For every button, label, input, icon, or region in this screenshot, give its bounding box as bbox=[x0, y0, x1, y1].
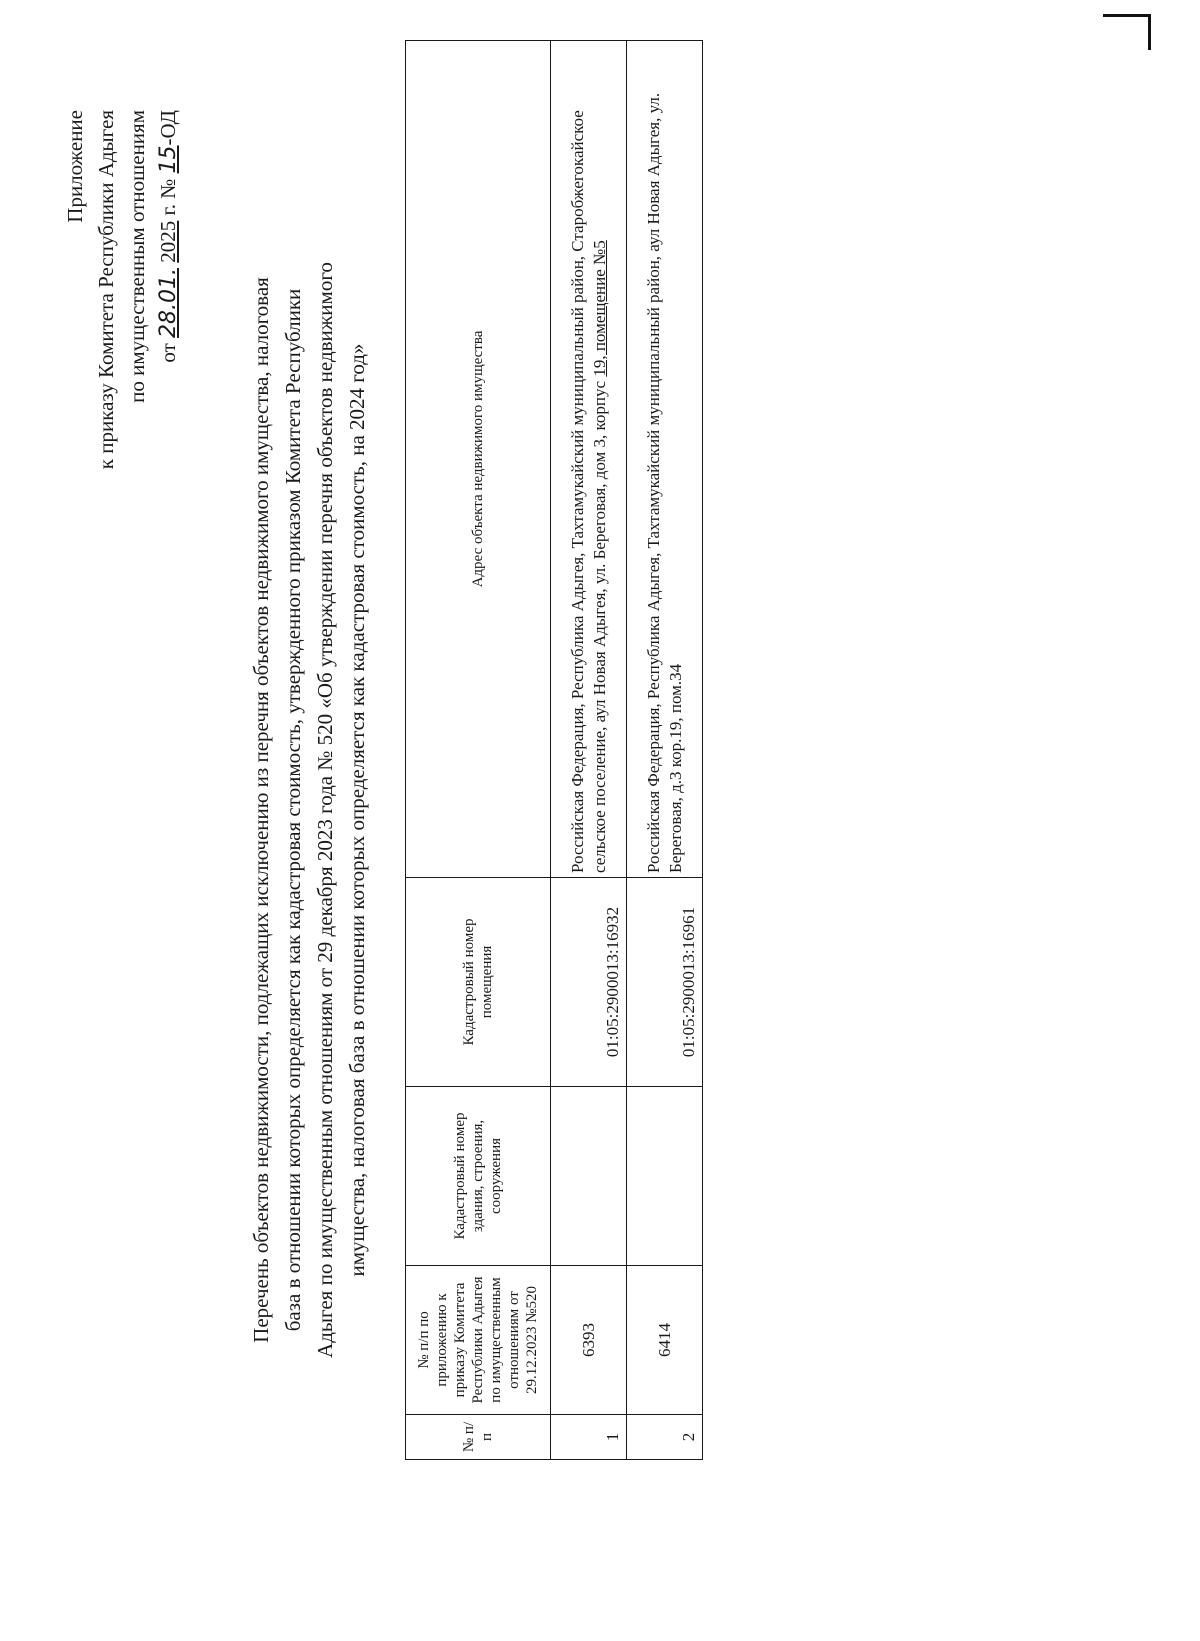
address-text: Российская Федерация, Республика Адыгея, Тахтамукайский муниципальный район, Старобжегокайское сельское поселение, аул Новая Адыгея, ул. Береговая, дом 3, корпус bbox=[567, 110, 609, 873]
appendix-label: Приложение bbox=[63, 110, 87, 223]
header-num: № п/п bbox=[406, 1415, 551, 1460]
appendix-date-line bbox=[153, 110, 184, 469]
appendix-order-ref: к приказу Комитета Республики Адыгея bbox=[94, 110, 118, 470]
title-line-1: Перечень объектов недвижимости, подлежащих исключению из перечня объектов недвижимого имущества, налоговая bbox=[249, 277, 273, 1343]
appendix-committee: по имущественным отношениям bbox=[125, 110, 149, 403]
row-building-cadastral bbox=[551, 1087, 627, 1266]
document-title bbox=[245, 140, 373, 1480]
row-room-cadastral: 01:05:2900013:16932 bbox=[551, 878, 627, 1087]
row-address bbox=[627, 41, 703, 878]
row-num: 1 bbox=[551, 1415, 627, 1460]
row-num: 2 bbox=[627, 1415, 703, 1460]
title-line-3: Адыгея по имущественным отношениям от 29 декабря 2023 года № 520 «Об утверждении перечня объектов недвижимого bbox=[313, 262, 337, 1358]
address-text: Российская Федерация, Республика Адыгея, Тахтамукайский муниципальный район, аул Новая Адыгея, ул. Береговая, д.3 кор.19, пом.34 bbox=[643, 92, 685, 873]
header-room-cadastral: Кадастровый номер помещения bbox=[406, 878, 551, 1087]
date-year: 2025 bbox=[156, 220, 180, 263]
scan-edge-mark bbox=[1103, 14, 1151, 17]
table-row bbox=[551, 41, 627, 1460]
title-line-4: имущества, налоговая база в отношении которых определяется как кадастровая стоимость, на 2024 год» bbox=[345, 343, 369, 1277]
property-table bbox=[405, 40, 703, 1460]
row-room-cadastral: 01:05:2900013:16961 bbox=[627, 878, 703, 1087]
appendix-header bbox=[60, 110, 184, 469]
header-appendix-num: № п/п по приложению к приказу Комитета Республики Адыгея по имущественным отношениям от 29.12.2023 №520 bbox=[406, 1266, 551, 1415]
table-row bbox=[627, 41, 703, 1460]
handwritten-date: 28.01. bbox=[156, 267, 181, 338]
handwritten-order-number: 15 bbox=[156, 145, 181, 174]
row-address bbox=[551, 41, 627, 878]
address-underlined: 19, помещение №5 bbox=[589, 240, 609, 377]
title-line-2: база в отношении которых определяется как кадастровая стоимость, утвержденного приказом Комитета Республики bbox=[281, 288, 305, 1332]
row-appendix-num: 6414 bbox=[627, 1266, 703, 1415]
date-prefix: от bbox=[156, 343, 180, 363]
row-appendix-num: 6393 bbox=[551, 1266, 627, 1415]
rotated-document-page bbox=[40, 40, 1160, 1600]
header-address: Адрес объекта недвижимого имущества bbox=[406, 41, 551, 878]
row-building-cadastral bbox=[627, 1087, 703, 1266]
table-header-row bbox=[406, 41, 551, 1460]
date-suffix: г. № bbox=[156, 178, 180, 216]
header-building-cadastral: Кадастровый номер здания, строения, сооружения bbox=[406, 1087, 551, 1266]
order-suffix: -ОД bbox=[156, 110, 180, 146]
